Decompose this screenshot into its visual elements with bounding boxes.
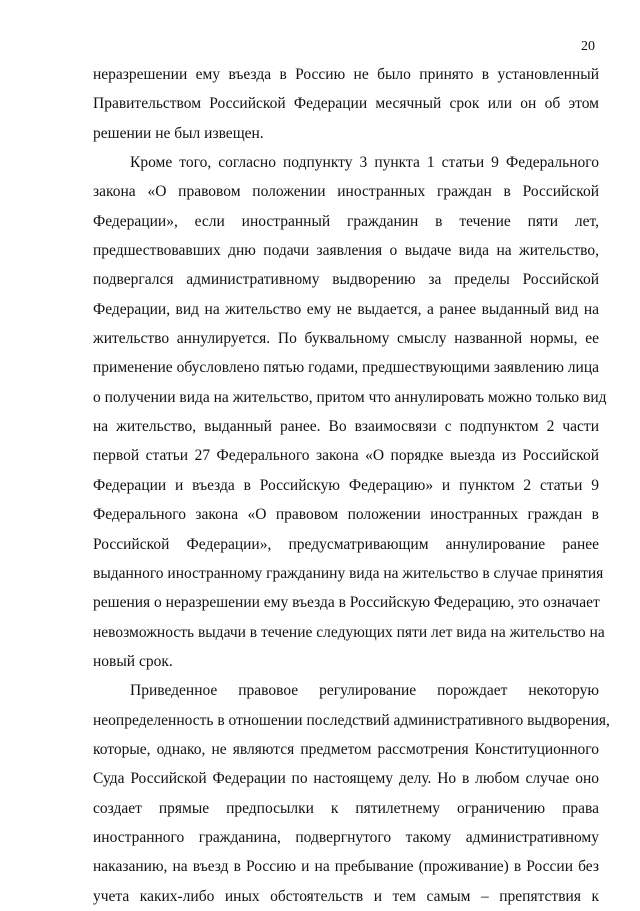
text-line: Федерации», если иностранный гражданин в течение пяти лет,	[93, 212, 599, 230]
text-line: на жительство, выданный ранее. Во взаимосвязи с подпунктом 2 части	[93, 418, 599, 436]
text-line: закона «О правовом положении иностранных граждан в Российской	[93, 183, 599, 201]
text-line: которые, однако, не являются предметом рассмотрения Конституционного	[93, 740, 599, 758]
text-line: о получении вида на жительство, притом что аннулировать можно только вид	[93, 388, 607, 406]
text-line: Федерации, вид на жительство ему не выдается, а ранее выданный вид на	[93, 300, 599, 318]
text-line: жительство аннулируется. По буквальному смыслу названной нормы, ее	[93, 330, 599, 348]
page-number: 20	[581, 39, 595, 54]
text-line: предшествовавших дню подачи заявления о выдаче вида на жительство,	[93, 242, 599, 260]
text-line: неопределенность в отношении последствий административного выдворения,	[93, 711, 610, 729]
text-line: новый срок.	[93, 652, 173, 670]
text-line: учета каких-либо иных обстоятельств и тем самым – препятствия к	[93, 887, 599, 905]
text-line: подвергался административному выдворению за пределы Российской	[93, 271, 599, 289]
text-line: создает прямые предпосылки к пятилетнему ограничению права	[93, 799, 599, 817]
text-line: иностранного гражданина, подвергнутого такому административному	[93, 828, 599, 846]
text-line: Российской Федерации», предусматривающим аннулирование ранее	[93, 535, 599, 553]
text-line: неразрешении ему въезда в Россию не было принято в установленный	[93, 66, 599, 83]
text-line: Федерального закона «О правовом положении иностранных граждан в	[93, 506, 599, 524]
text-line: решении не был извещен.	[93, 124, 264, 142]
text-line: наказанию, на въезд в Россию и на пребывание (проживание) в России без	[93, 858, 599, 876]
text-line: Суда Российской Федерации по настоящему делу. Но в любом случае оно	[93, 770, 599, 788]
text-line: выданного иностранному гражданину вида на жительство в случае принятия	[93, 564, 604, 582]
text-line: Кроме того, согласно подпункту 3 пункта 1 статьи 9 Федерального	[130, 154, 599, 172]
text-line: первой статьи 27 Федерального закона «О порядке выезда из Российской	[93, 447, 599, 465]
text-line: Федерации и въезда в Российскую Федерацию» и пунктом 2 статьи 9	[93, 476, 599, 494]
text-line: Приведенное правовое регулирование порождает некоторую	[130, 682, 599, 700]
text-line: применение обусловлено пятью годами, предшествующими заявлению лица	[93, 359, 599, 377]
text-line: Правительством Российской Федерации месячный срок или он об этом	[93, 95, 599, 113]
document-body	[93, 60, 610, 911]
text-line: невозможность выдачи в течение следующих пяти лет вида на жительство на	[93, 623, 605, 641]
text-line: решения о неразрешении ему въезда в Российскую Федерацию, это означает	[93, 594, 600, 612]
